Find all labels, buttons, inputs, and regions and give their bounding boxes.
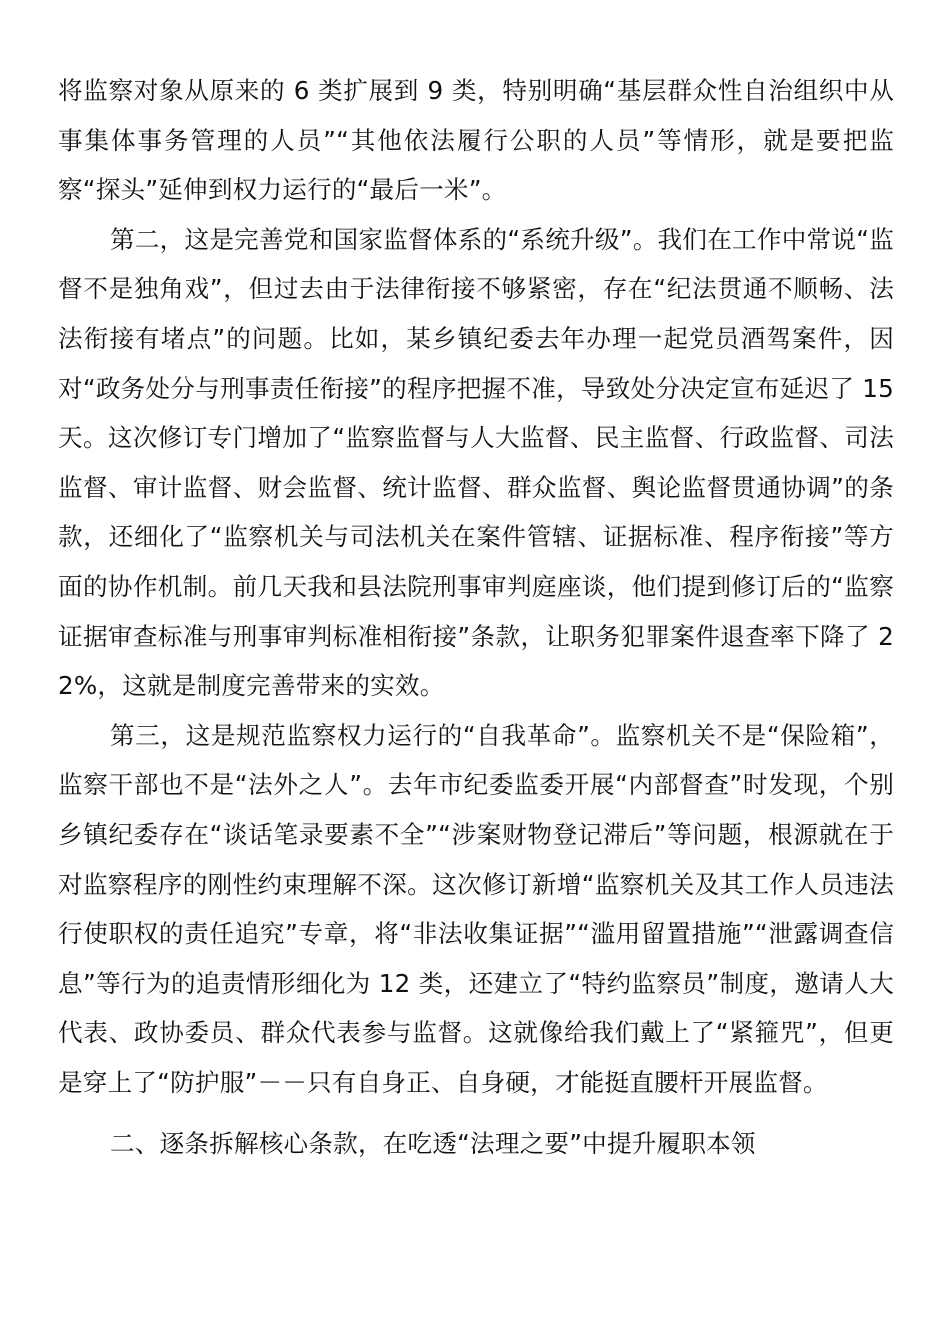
section-heading: 二、逐条拆解核心条款，在吃透“法理之要”中提升履职本领 [110, 1129, 756, 1159]
document-page [58, 66, 894, 1169]
paragraph-third-point: 第三，这是规范监察权力运行的“自我革命”。监察机关不是“保险箱”，监察干部也不是“法外之人”。去年市纪委监委开展“内部督查”时发现，个别乡镇纪委存在“谈话笔录要素不全”“涉案财物登记滞后”等问题，根源就在于对监察程序的刚性约束理解不深。这次修订新增“监察机关及其工作人员违法行使职权的责任追究”专章，将“非法收集证据”“滥用留置措施”“泄露调查信息”等行为的追责情形细化为 12 类，还建立了“特约监察员”制度，邀请人大代表、政协委员、群众代表参与监督。这就像给我们戴上了“紧箍咒”，但更是穿上了“防护服”－－只有自身正、自身硬，才能挺直腰杆开展监督。 [58, 720, 894, 1097]
paragraph-continuation: 将监察对象从原来的 6 类扩展到 9 类，特别明确“基层群众性自治组织中从事集体事务管理的人员”“其他依法履行公职的人员”等情形，就是要把监察“探头”延伸到权力运行的“最后一米”。 [58, 76, 894, 205]
paragraph-second-point: 第二，这是完善党和国家监督体系的“系统升级”。我们在工作中常说“监督不是独角戏”，但过去由于法律衔接不够紧密，存在“纪法贯通不顺畅、法法衔接有堵点”的问题。比如，某乡镇纪委去年办理一起党员酒驾案件，因对“政务处分与刑事责任衔接”的程序把握不准，导致处分决定宣布延迟了 15 天。这次修订专门增加了“监察监督与人大监督、民主监督、行政监督、司法监督、审计监督、财会监督、统计监督、群众监督、舆论监督贯通协调”的条款，还细化了“监察机关与司法机关在案件管辖、证据标准、程序衔接”等方面的协作机制。前几天我和县法院刑事审判庭座谈，他们提到修订后的“监察证据审查标准与刑事审判标准相衔接”条款，让职务犯罪案件退查率下降了 22%，这就是制度完善带来的实效。 [58, 224, 894, 701]
